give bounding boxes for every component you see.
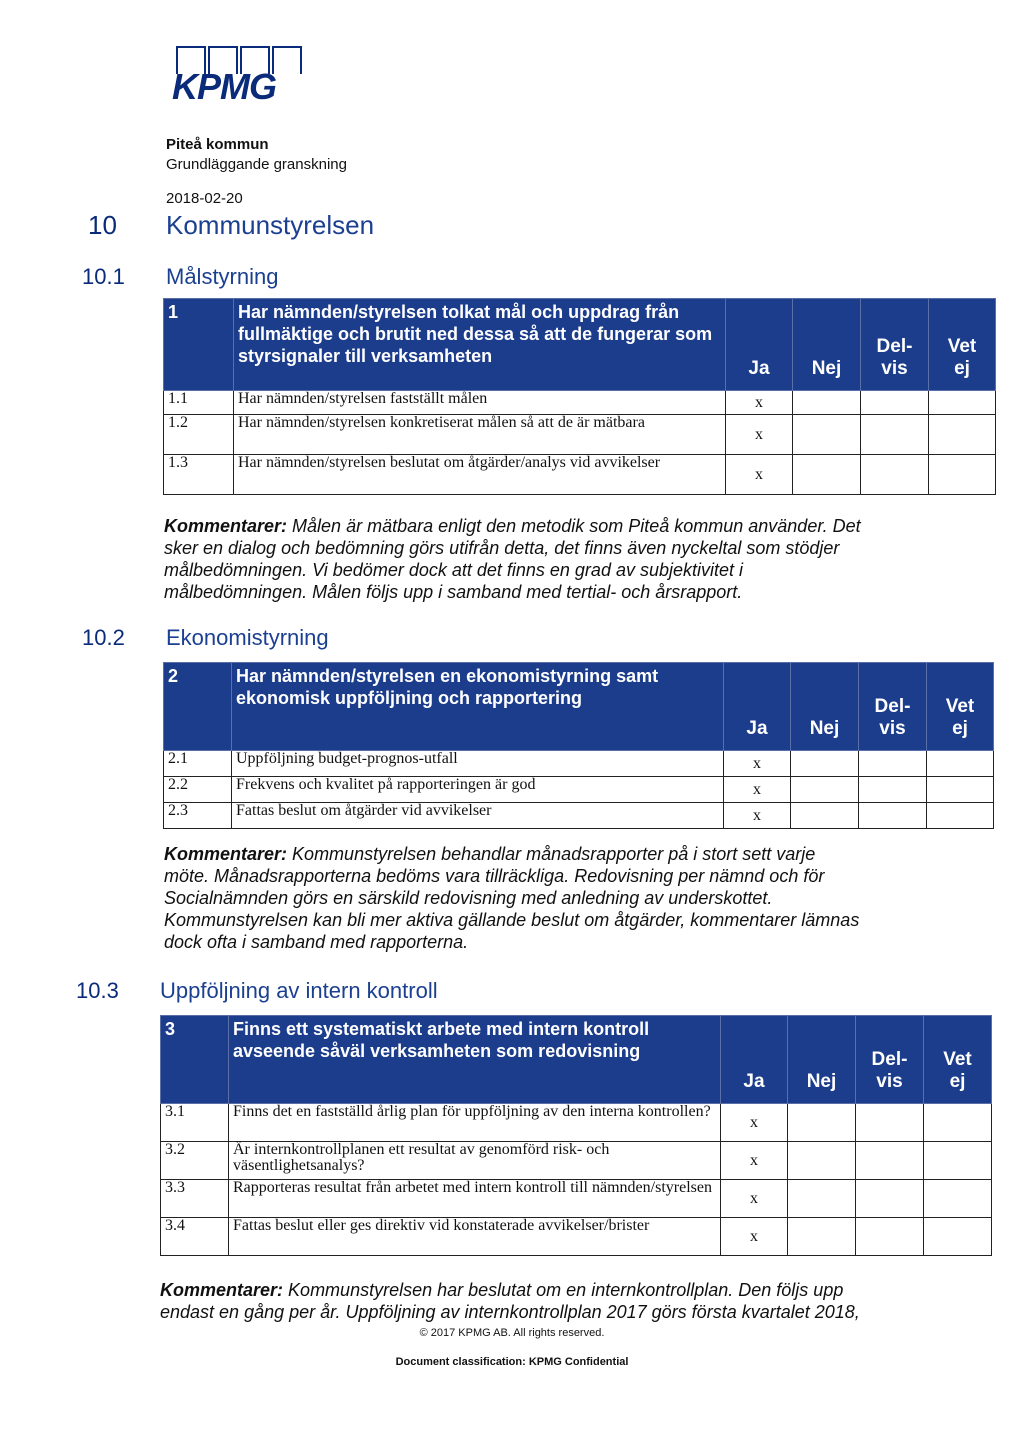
answer-vet-ej	[924, 1180, 992, 1218]
item-text: Har nämnden/styrelsen beslutat om åtgärder/analys vid avvikelser	[234, 455, 726, 495]
answer-nej	[793, 391, 861, 415]
answer-vet-ej	[924, 1104, 992, 1142]
answer-ja: x	[721, 1104, 788, 1142]
chapter-title: Kommunstyrelsen	[166, 210, 375, 240]
option-delvis: Del- vis	[861, 299, 929, 391]
comment-label: Kommentarer:	[164, 516, 288, 536]
question-number: 3	[161, 1016, 229, 1104]
comment-block	[164, 843, 864, 953]
answer-vet-ej	[927, 777, 994, 803]
chapter-number: 10	[88, 210, 117, 240]
table-row	[161, 1104, 992, 1142]
option-ja: Ja	[724, 663, 791, 751]
item-number: 1.3	[164, 455, 234, 495]
comment-text: Målen är mätbara enligt den metodik som Piteå kommun använder. Det sker en dialog och bedömning görs utifrån detta, det finns även nyckeltal som stödjer målbedömningen. Vi bedömer dock att det finns en grad av subjektivitet i målbedömningen. Målen följs upp i samband med tertial- och årsrapport.	[164, 516, 861, 602]
item-text: Har nämnden/styrelsen konkretiserat målen så att de är mätbara	[234, 415, 726, 455]
answer-delvis	[859, 777, 927, 803]
answer-delvis	[856, 1142, 924, 1180]
answer-delvis	[861, 391, 929, 415]
item-number: 1.1	[164, 391, 234, 415]
answer-delvis	[856, 1104, 924, 1142]
option-delvis: Del- vis	[859, 663, 927, 751]
item-number: 3.2	[161, 1142, 229, 1180]
option-ja: Ja	[721, 1016, 788, 1104]
answer-ja: x	[724, 751, 791, 777]
table-row	[161, 1142, 992, 1180]
answer-ja: x	[721, 1180, 788, 1218]
answer-delvis	[861, 415, 929, 455]
comment-label: Kommentarer:	[160, 1280, 284, 1300]
item-text: Fattas beslut eller ges direktiv vid konstaterade avvikelser/brister	[229, 1218, 721, 1256]
table-row	[164, 455, 996, 495]
answer-nej	[788, 1104, 856, 1142]
document-classification: Document classification: KPMG Confidential	[395, 1356, 629, 1368]
item-number: 2.1	[164, 751, 232, 777]
item-text: Frekvens och kvalitet på rapporteringen är god	[232, 777, 724, 803]
answer-delvis	[856, 1218, 924, 1256]
answer-nej	[791, 803, 859, 829]
table-row	[164, 415, 996, 455]
answer-delvis	[859, 803, 927, 829]
answer-delvis	[859, 751, 927, 777]
option-nej: Nej	[791, 663, 859, 751]
comment-block	[160, 1279, 900, 1323]
answer-ja: x	[726, 391, 793, 415]
table-row	[164, 391, 996, 415]
answer-vet-ej	[927, 751, 994, 777]
answer-ja: x	[721, 1218, 788, 1256]
question-table	[163, 298, 996, 495]
answer-delvis	[856, 1180, 924, 1218]
section-title: Ekonomistyrning	[166, 625, 329, 650]
kpmg-logo	[172, 44, 312, 107]
table-row	[161, 1218, 992, 1256]
copyright-notice: © 2017 KPMG AB. All rights reserved.	[419, 1327, 605, 1339]
comment-block	[164, 515, 864, 603]
table-row	[161, 1180, 992, 1218]
answer-vet-ej	[929, 391, 996, 415]
item-text: Finns det en fastställd årlig plan för uppföljning av den interna kontrollen?	[229, 1104, 721, 1142]
question-table	[160, 1015, 992, 1256]
answer-ja: x	[726, 415, 793, 455]
answer-nej	[791, 751, 859, 777]
comment-text: Kommunstyrelsen behandlar månadsrapporter på i stort sett varje möte. Månadsrapporterna bedöms vara tillräckliga. Redovisning per nämnd och för Socialnämnden görs en särskild redovisning med anledning av underskottet. Kommunstyrelsen kan bli mer aktiva gällande beslut om åtgärder, kommentarer lämnas dock ofta i samband med rapporterna.	[164, 844, 860, 952]
report-subtitle: Grundläggande granskning	[166, 156, 347, 173]
answer-vet-ej	[929, 415, 996, 455]
answer-ja: x	[721, 1142, 788, 1180]
answer-ja: x	[724, 777, 791, 803]
answer-delvis	[861, 455, 929, 495]
section-number: 10.1	[82, 264, 125, 289]
option-vet-ej: Vet ej	[929, 299, 996, 391]
organization-name: Piteå kommun	[166, 136, 269, 153]
section-number: 10.3	[76, 978, 119, 1003]
question-number: 1	[164, 299, 234, 391]
answer-ja: x	[726, 455, 793, 495]
answer-vet-ej	[924, 1218, 992, 1256]
report-date: 2018-02-20	[166, 190, 243, 207]
item-number: 3.3	[161, 1180, 229, 1218]
question-text: Har nämnden/styrelsen tolkat mål och uppdrag från fullmäktige och brutit ned dessa så att de fungerar som styrsignaler till verksamheten	[234, 299, 726, 391]
option-nej: Nej	[793, 299, 861, 391]
option-vet-ej: Vet ej	[924, 1016, 992, 1104]
answer-nej	[793, 455, 861, 495]
answer-nej	[791, 777, 859, 803]
section-title: Målstyrning	[166, 264, 279, 289]
answer-vet-ej	[924, 1142, 992, 1180]
question-text: Har nämnden/styrelsen en ekonomistyrning samt ekonomisk uppföljning och rapportering	[232, 663, 724, 751]
item-number: 2.3	[164, 803, 232, 829]
question-table	[163, 662, 994, 829]
question-number: 2	[164, 663, 232, 751]
answer-nej	[793, 415, 861, 455]
option-ja: Ja	[726, 299, 793, 391]
item-text: Rapporteras resultat från arbetet med intern kontroll till nämnden/styrelsen	[229, 1180, 721, 1218]
item-number: 3.1	[161, 1104, 229, 1142]
option-nej: Nej	[788, 1016, 856, 1104]
answer-nej	[788, 1218, 856, 1256]
option-vet-ej: Vet ej	[927, 663, 994, 751]
item-text: Uppföljning budget-prognos-utfall	[232, 751, 724, 777]
section-title: Uppföljning av intern kontroll	[160, 978, 438, 1003]
section-number: 10.2	[82, 625, 125, 650]
item-number: 3.4	[161, 1218, 229, 1256]
answer-nej	[788, 1142, 856, 1180]
comment-label: Kommentarer:	[164, 844, 288, 864]
table-row	[164, 777, 994, 803]
answer-nej	[788, 1180, 856, 1218]
comment-text: Kommunstyrelsen har beslutat om en internkontrollplan. Den följs upp endast en gång per år. Uppföljning av internkontrollplan 2017 görs första kvartalet 2018,	[160, 1280, 860, 1322]
item-number: 2.2	[164, 777, 232, 803]
item-text: Har nämnden/styrelsen fastställt målen	[234, 391, 726, 415]
answer-ja: x	[724, 803, 791, 829]
item-text: Är internkontrollplanen ett resultat av genomförd risk- och väsentlighetsanalys?	[229, 1142, 721, 1180]
answer-vet-ej	[927, 803, 994, 829]
table-row	[164, 751, 994, 777]
question-text: Finns ett systematiskt arbete med intern kontroll avseende såväl verksamheten som redovisning	[229, 1016, 721, 1104]
item-number: 1.2	[164, 415, 234, 455]
table-row	[164, 803, 994, 829]
answer-vet-ej	[929, 455, 996, 495]
option-delvis: Del- vis	[856, 1016, 924, 1104]
logo-text: KPMG	[172, 66, 276, 107]
item-text: Fattas beslut om åtgärder vid avvikelser	[232, 803, 724, 829]
